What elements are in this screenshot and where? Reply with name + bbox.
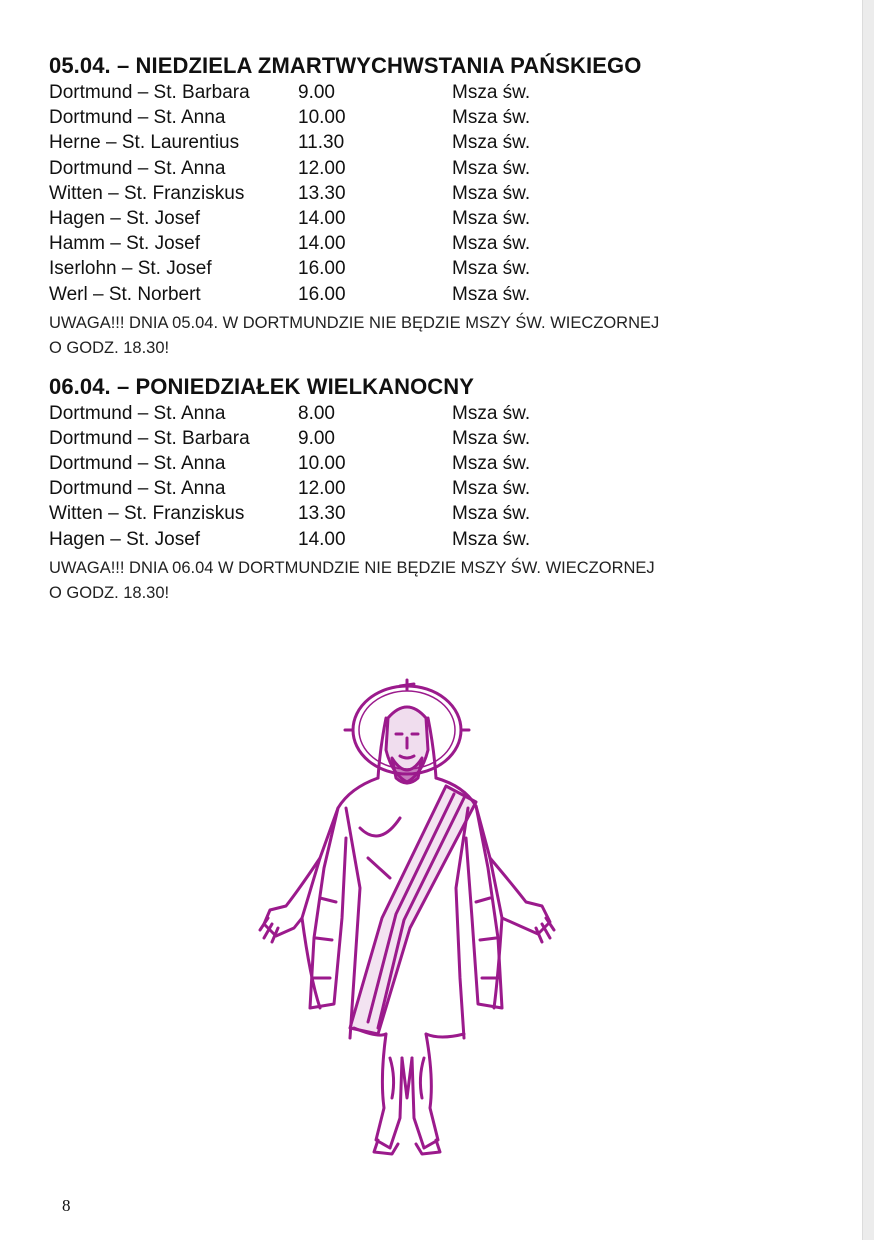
section-title-easter-sunday: 05.04. – NIEDZIELA ZMARTWYCHWSTANIA PAŃSKIEGO bbox=[49, 53, 642, 78]
service-type: Msza św. bbox=[452, 207, 531, 229]
service-type: Msza św. bbox=[452, 478, 531, 500]
schedule-row bbox=[49, 527, 809, 552]
service-type: Msza św. bbox=[452, 132, 531, 154]
notice-line: O GODZ. 18.30! bbox=[49, 583, 170, 602]
schedule-row bbox=[49, 181, 809, 206]
church-name: Hagen – St. Josef bbox=[49, 207, 201, 229]
church-name: Dortmund – St. Anna bbox=[49, 157, 226, 179]
mass-time: 12.00 bbox=[298, 157, 346, 179]
schedule-row bbox=[49, 130, 809, 155]
schedule-row bbox=[49, 426, 809, 451]
church-name: Dortmund – St. Anna bbox=[49, 478, 226, 500]
mass-time: 12.00 bbox=[298, 478, 346, 500]
schedule-list-easter-monday bbox=[49, 401, 809, 552]
church-name: Dortmund – St. Barbara bbox=[49, 427, 250, 449]
service-type: Msza św. bbox=[452, 258, 531, 280]
service-type: Msza św. bbox=[452, 107, 531, 129]
church-name: Herne – St. Laurentius bbox=[49, 132, 240, 154]
service-type: Msza św. bbox=[452, 283, 531, 305]
service-type: Msza św. bbox=[452, 233, 531, 255]
schedule-row bbox=[49, 256, 809, 281]
schedule-row bbox=[49, 451, 809, 476]
schedule-list-easter-sunday bbox=[49, 80, 809, 307]
mass-time: 9.00 bbox=[298, 427, 335, 449]
service-type: Msza św. bbox=[452, 402, 531, 424]
page-edge bbox=[862, 0, 874, 1240]
notice-line: O GODZ. 18.30! bbox=[49, 338, 170, 357]
church-name: Dortmund – St. Anna bbox=[49, 402, 226, 424]
notice-line: UWAGA!!! DNIA 06.04 W DORTMUNDZIE NIE BĘDZIE MSZY ŚW. WIECZORNEJ bbox=[49, 558, 655, 577]
schedule-row bbox=[49, 206, 809, 231]
church-name: Werl – St. Norbert bbox=[49, 283, 201, 305]
schedule-content bbox=[49, 52, 809, 606]
schedule-row bbox=[49, 80, 809, 105]
church-name: Iserlohn – St. Josef bbox=[49, 258, 212, 280]
risen-christ-icon bbox=[250, 678, 570, 1168]
service-type: Msza św. bbox=[452, 182, 531, 204]
mass-time: 14.00 bbox=[298, 207, 346, 229]
mass-time: 14.00 bbox=[298, 528, 346, 550]
church-name: Dortmund – St. Anna bbox=[49, 107, 226, 129]
mass-time: 11.30 bbox=[298, 132, 345, 154]
service-type: Msza św. bbox=[452, 427, 531, 449]
church-name: Hamm – St. Josef bbox=[49, 233, 200, 255]
mass-time: 9.00 bbox=[298, 82, 335, 103]
mass-time: 16.00 bbox=[298, 283, 346, 305]
mass-time: 16.00 bbox=[298, 258, 346, 280]
church-name: Witten – St. Franziskus bbox=[49, 503, 245, 525]
section-title-easter-monday: 06.04. – PONIEDZIAŁEK WIELKANOCNY bbox=[49, 373, 475, 399]
mass-time: 10.00 bbox=[298, 453, 346, 475]
notice-easter-monday bbox=[49, 556, 809, 606]
service-type: Msza św. bbox=[452, 528, 531, 550]
schedule-row bbox=[49, 231, 809, 256]
schedule-row bbox=[49, 282, 809, 307]
page-number: 8 bbox=[62, 1196, 71, 1215]
schedule-row bbox=[49, 476, 809, 501]
notice-line: UWAGA!!! DNIA 05.04. W DORTMUNDZIE NIE BĘDZIE MSZY ŚW. WIECZORNEJ bbox=[49, 313, 660, 332]
mass-time: 10.00 bbox=[298, 107, 346, 129]
schedule-row bbox=[49, 501, 809, 526]
mass-time: 13.30 bbox=[298, 503, 346, 525]
church-name: Dortmund – St. Anna bbox=[49, 453, 226, 475]
service-type: Msza św. bbox=[452, 453, 531, 475]
mass-time: 14.00 bbox=[298, 233, 346, 255]
mass-time: 13.30 bbox=[298, 182, 346, 204]
notice-easter-sunday bbox=[49, 311, 809, 361]
service-type: Msza św. bbox=[452, 503, 531, 525]
church-name: Hagen – St. Josef bbox=[49, 528, 201, 550]
schedule-row bbox=[49, 105, 809, 130]
church-name: Dortmund – St. Barbara bbox=[49, 82, 250, 103]
schedule-row bbox=[49, 401, 809, 426]
schedule-row bbox=[49, 156, 809, 181]
church-name: Witten – St. Franziskus bbox=[49, 182, 245, 204]
service-type: Msza św. bbox=[452, 157, 531, 179]
mass-time: 8.00 bbox=[298, 402, 335, 424]
service-type: Msza św. bbox=[452, 82, 531, 103]
